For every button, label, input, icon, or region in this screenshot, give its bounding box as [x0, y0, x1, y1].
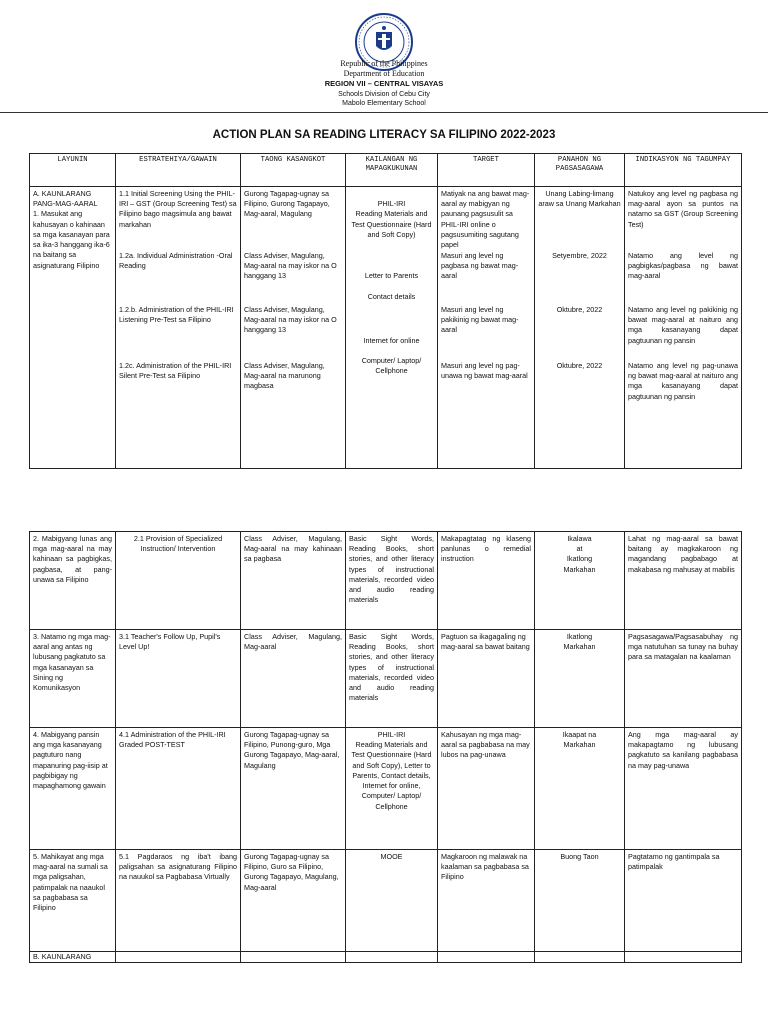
header-mapagkukunan: KAILANGAN NG MAPAGKUKUNAN	[346, 154, 438, 187]
kasangkot-cell: Class Adviser, Magulang, Mag-aaral	[241, 630, 346, 728]
target-cell: Magkaroon ng malawak na kaalaman sa pagbabasa sa Filipino	[438, 850, 535, 952]
target-item: Masuri ang level ng pakikinig ng bawat mag-aaral	[441, 305, 519, 335]
mapagkukunan-cell	[346, 187, 438, 469]
indikasyon-cell	[625, 187, 742, 469]
table-row	[30, 532, 742, 630]
page-title: ACTION PLAN SA READING LITERACY SA FILIPINO 2022-2023	[212, 129, 556, 141]
panahon-cell: Ikalawa at Ikatlong Markahan	[535, 532, 625, 630]
layunin-cell: 3. Natamo ng mga mag-aaral ang antas ng lubusang pagkatuto sa mga kasanayan sa Sining ng Komunikasyon	[30, 630, 116, 728]
action-plan-table-continued	[29, 531, 742, 963]
header-divider	[0, 112, 768, 113]
kasangkot-cell: Gurong Tagapag-ugnay sa Filipino, Punong-guro, Mga Gurong Tagapayo, Mag-aaral, Magulang	[241, 728, 346, 850]
indikasyon-item: Natukoy ang level ng pagbasa ng mag-aaral ayon sa puntos na natamo sa GST (Group Screening Test)	[628, 189, 738, 229]
panahon-cell: Ikatlong Markahan	[535, 630, 625, 728]
empty-cell	[535, 952, 625, 963]
mapagkukunan-cell: MOOE	[346, 850, 438, 952]
table-row	[30, 952, 742, 963]
estratehiya-cell: 3.1 Teacher's Follow Up, Pupil's Level Up!	[116, 630, 241, 728]
panahon-cell: Buong Taon	[535, 850, 625, 952]
table-row	[30, 728, 742, 850]
kasangkot-cell: Gurong Tagapag-ugnay sa Filipino, Guro sa Filipino, Gurong Tagapayo, Magulang, Mag-aaral	[241, 850, 346, 952]
panahon-cell: Ikaapat na Markahan	[535, 728, 625, 850]
estratehiya-item: 1.2a. Individual Administration -Oral Reading	[119, 251, 233, 271]
table-row	[30, 630, 742, 728]
indikasyon-item: Natamo ang level ng pakikinig ng bawat mag-aaral at naituro ang mga kasanayang dapat pagtuunan ng pansin	[628, 305, 738, 345]
layunin-cell: A. KAUNLARANG PANG-MAG-AARAL 1. Masukat ang kahusayan o kahinaan sa mga kasanayan para sa ika-3 hanggang ika-6 na baitang sa asignaturang Filipino	[30, 187, 116, 469]
target-item: Masuri ang level ng pag-unawa ng bawat mag-aaral	[441, 361, 528, 381]
panahon-item: Setyembre, 2022	[552, 251, 607, 260]
target-cell	[438, 187, 535, 469]
header-indikasyon: INDIKASYON NG TAGUMPAY	[625, 154, 742, 187]
school-line: Mabolo Elementary School	[342, 100, 426, 107]
empty-cell	[625, 952, 742, 963]
action-plan-table	[29, 153, 742, 469]
layunin-cell: 5. Mahikayat ang mga mag-aaral na sumali sa mga paligsahan, patimpalak na naaukol sa pagbabasa sa Filipino	[30, 850, 116, 952]
republic-line: Republic of the Philippines	[340, 59, 428, 68]
estratehiya-item: 1.2.b. Administration of the PHIL-IRI Listening Pre-Test sa Filipino	[119, 305, 234, 325]
indikasyon-cell: Ang mga mag-aaral ay makapagtamo ng lubusang pagkatuto sa kanilang pagbabasa na may pag-unawa	[625, 728, 742, 850]
indikasyon-cell: Pagtatamo ng gantimpala sa patimpalak	[625, 850, 742, 952]
target-item: Masuri ang level ng pagbasa ng bawat mag-aaral	[441, 251, 519, 281]
indikasyon-cell: Pagsasagawa/Pagsasabuhay ng mga natutuhan sa tunay na buhay para sa matagalan na kaalaman	[625, 630, 742, 728]
kasangkot-cell: Class Adviser, Magulang, Mag-aaral na may kahinaan sa pagbasa	[241, 532, 346, 630]
header-panahon: PANAHON NG PAGSASAGAWA	[535, 154, 625, 187]
empty-cell	[241, 952, 346, 963]
table-row	[30, 850, 742, 952]
layunin-cell: 4. Mabigyang pansin ang mga kasanayang pagtuturo nang mapanuring pag-iisip at pagbibigay ng mapaghamong gawain	[30, 728, 116, 850]
table-row	[30, 187, 742, 469]
kasangkot-item: Class Adviser, Magulang, Mag-aaral na marunong magbasa	[244, 361, 325, 391]
panahon-item: Unang Labing-limang araw sa Unang Markahan	[538, 189, 621, 209]
mapagkukunan-cell: PHIL-IRI Reading Materials and Test Questionnaire (Hard and Soft Copy), Letter to Parents, Contact details, Internet for online, Computer/ Laptop/ Cellphone	[346, 728, 438, 850]
header-layunin: LAYUNIN	[30, 154, 116, 187]
target-item: Matiyak na ang bawat mag-aaral ay mabigyan ng paunang pagsusulit sa PHIL-IRI online o pagsusumiting sagutang papel	[441, 189, 530, 250]
kasangkot-item: Gurong Tagapag-ugnay sa Filipino, Gurong Tagapayo, Mag-aaral, Magulang	[244, 189, 330, 219]
empty-cell	[116, 952, 241, 963]
estratehiya-item: 1.1 Initial Screening Using the PHIL-IRI – GST (Group Screening Test) sa Filipino bago magsimula ang bawat markahan	[119, 189, 237, 229]
mapagkukunan-cell: Basic Sight Words, Reading Books, short stories, and other literacy types of instructional materials, recorded video and audio reading materials	[346, 630, 438, 728]
layunin-cell: 2. Mabigyang lunas ang mga mag-aaral na may kahinaan sa pagbigkas, pagbasa, at pang-unawa sa Filipino	[30, 532, 116, 630]
kasangkot-item: Class Adviser, Magulang, Mag-aaral na may iskor na O hanggang 13	[244, 251, 337, 281]
region-line: REGION VII – CENTRAL VISAYAS	[324, 79, 444, 88]
estratehiya-cell: 4.1 Administration of the PHIL-IRI Graded POST-TEST	[116, 728, 241, 850]
target-cell: Pagtuon sa ikagagaling ng mag-aaral sa bawat baitang	[438, 630, 535, 728]
indikasyon-cell: Lahat ng mag-aaral sa bawat baitang ay magkakaroon ng magandang pagbabago at makabasa ng mahusay at mabilis	[625, 532, 742, 630]
empty-cell	[346, 952, 438, 963]
indikasyon-item: Natamo ang level ng pag-unawa ng bawat mag-aaral at naituro ang mga kasanayang dapat pagtuunan ng pansin	[628, 361, 738, 401]
department-line: Department of Education	[343, 69, 425, 78]
target-cell: Makapagtatag ng klaseng panlunas o remedial instruction	[438, 532, 535, 630]
mapagkukunan-item: Internet for online Computer/ Laptop/ Cellphone	[361, 335, 422, 376]
table-header-row	[30, 154, 742, 187]
section-label-cell: B. KAUNLARANG	[30, 952, 116, 963]
empty-cell	[438, 952, 535, 963]
header-kasangkot: TAONG KASANGKOT	[241, 154, 346, 187]
estratehiya-cell: 2.1 Provision of Specialized Instruction/ Intervention	[116, 532, 241, 630]
estratehiya-cell	[116, 187, 241, 469]
mapagkukunan-cell: Basic Sight Words, Reading Books, short stories, and other literacy types of instructional materials, recorded video and audio reading materials	[346, 532, 438, 630]
mapagkukunan-item: Letter to Parents Contact details	[364, 271, 419, 301]
panahon-item: Oktubre, 2022	[556, 305, 603, 314]
header-estratehiya: ESTRATEHIYA/GAWAIN	[116, 154, 241, 187]
header-target: TARGET	[438, 154, 535, 187]
kasangkot-cell	[241, 187, 346, 469]
panahon-item: Oktubre, 2022	[556, 361, 603, 370]
panahon-cell	[535, 187, 625, 469]
mapagkukunan-item: PHIL-IRI Reading Materials and Test Questionnaire (Hard and Soft Copy)	[351, 199, 432, 239]
division-line: Schools Division of Cebu City	[338, 91, 430, 98]
indikasyon-item: Natamo ang level ng pagbigkas/pagbasa ng bawat mag-aaral	[628, 251, 738, 281]
estratehiya-item: 1.2c. Administration of the PHIL-IRI Silent Pre-Test sa Filipino	[119, 361, 232, 381]
target-cell: Kahusayan ng mga mag-aaral sa pagbabasa na may lubos na pag-unawa	[438, 728, 535, 850]
kasangkot-item: Class Adviser, Magulang, Mag-aaral na may iskor na O hanggang 13	[244, 305, 337, 335]
estratehiya-cell: 5.1 Pagdaraos ng iba't ibang paligsahan sa asignaturang Filipino na nauukol sa Pagbabasa Virtually	[116, 850, 241, 952]
